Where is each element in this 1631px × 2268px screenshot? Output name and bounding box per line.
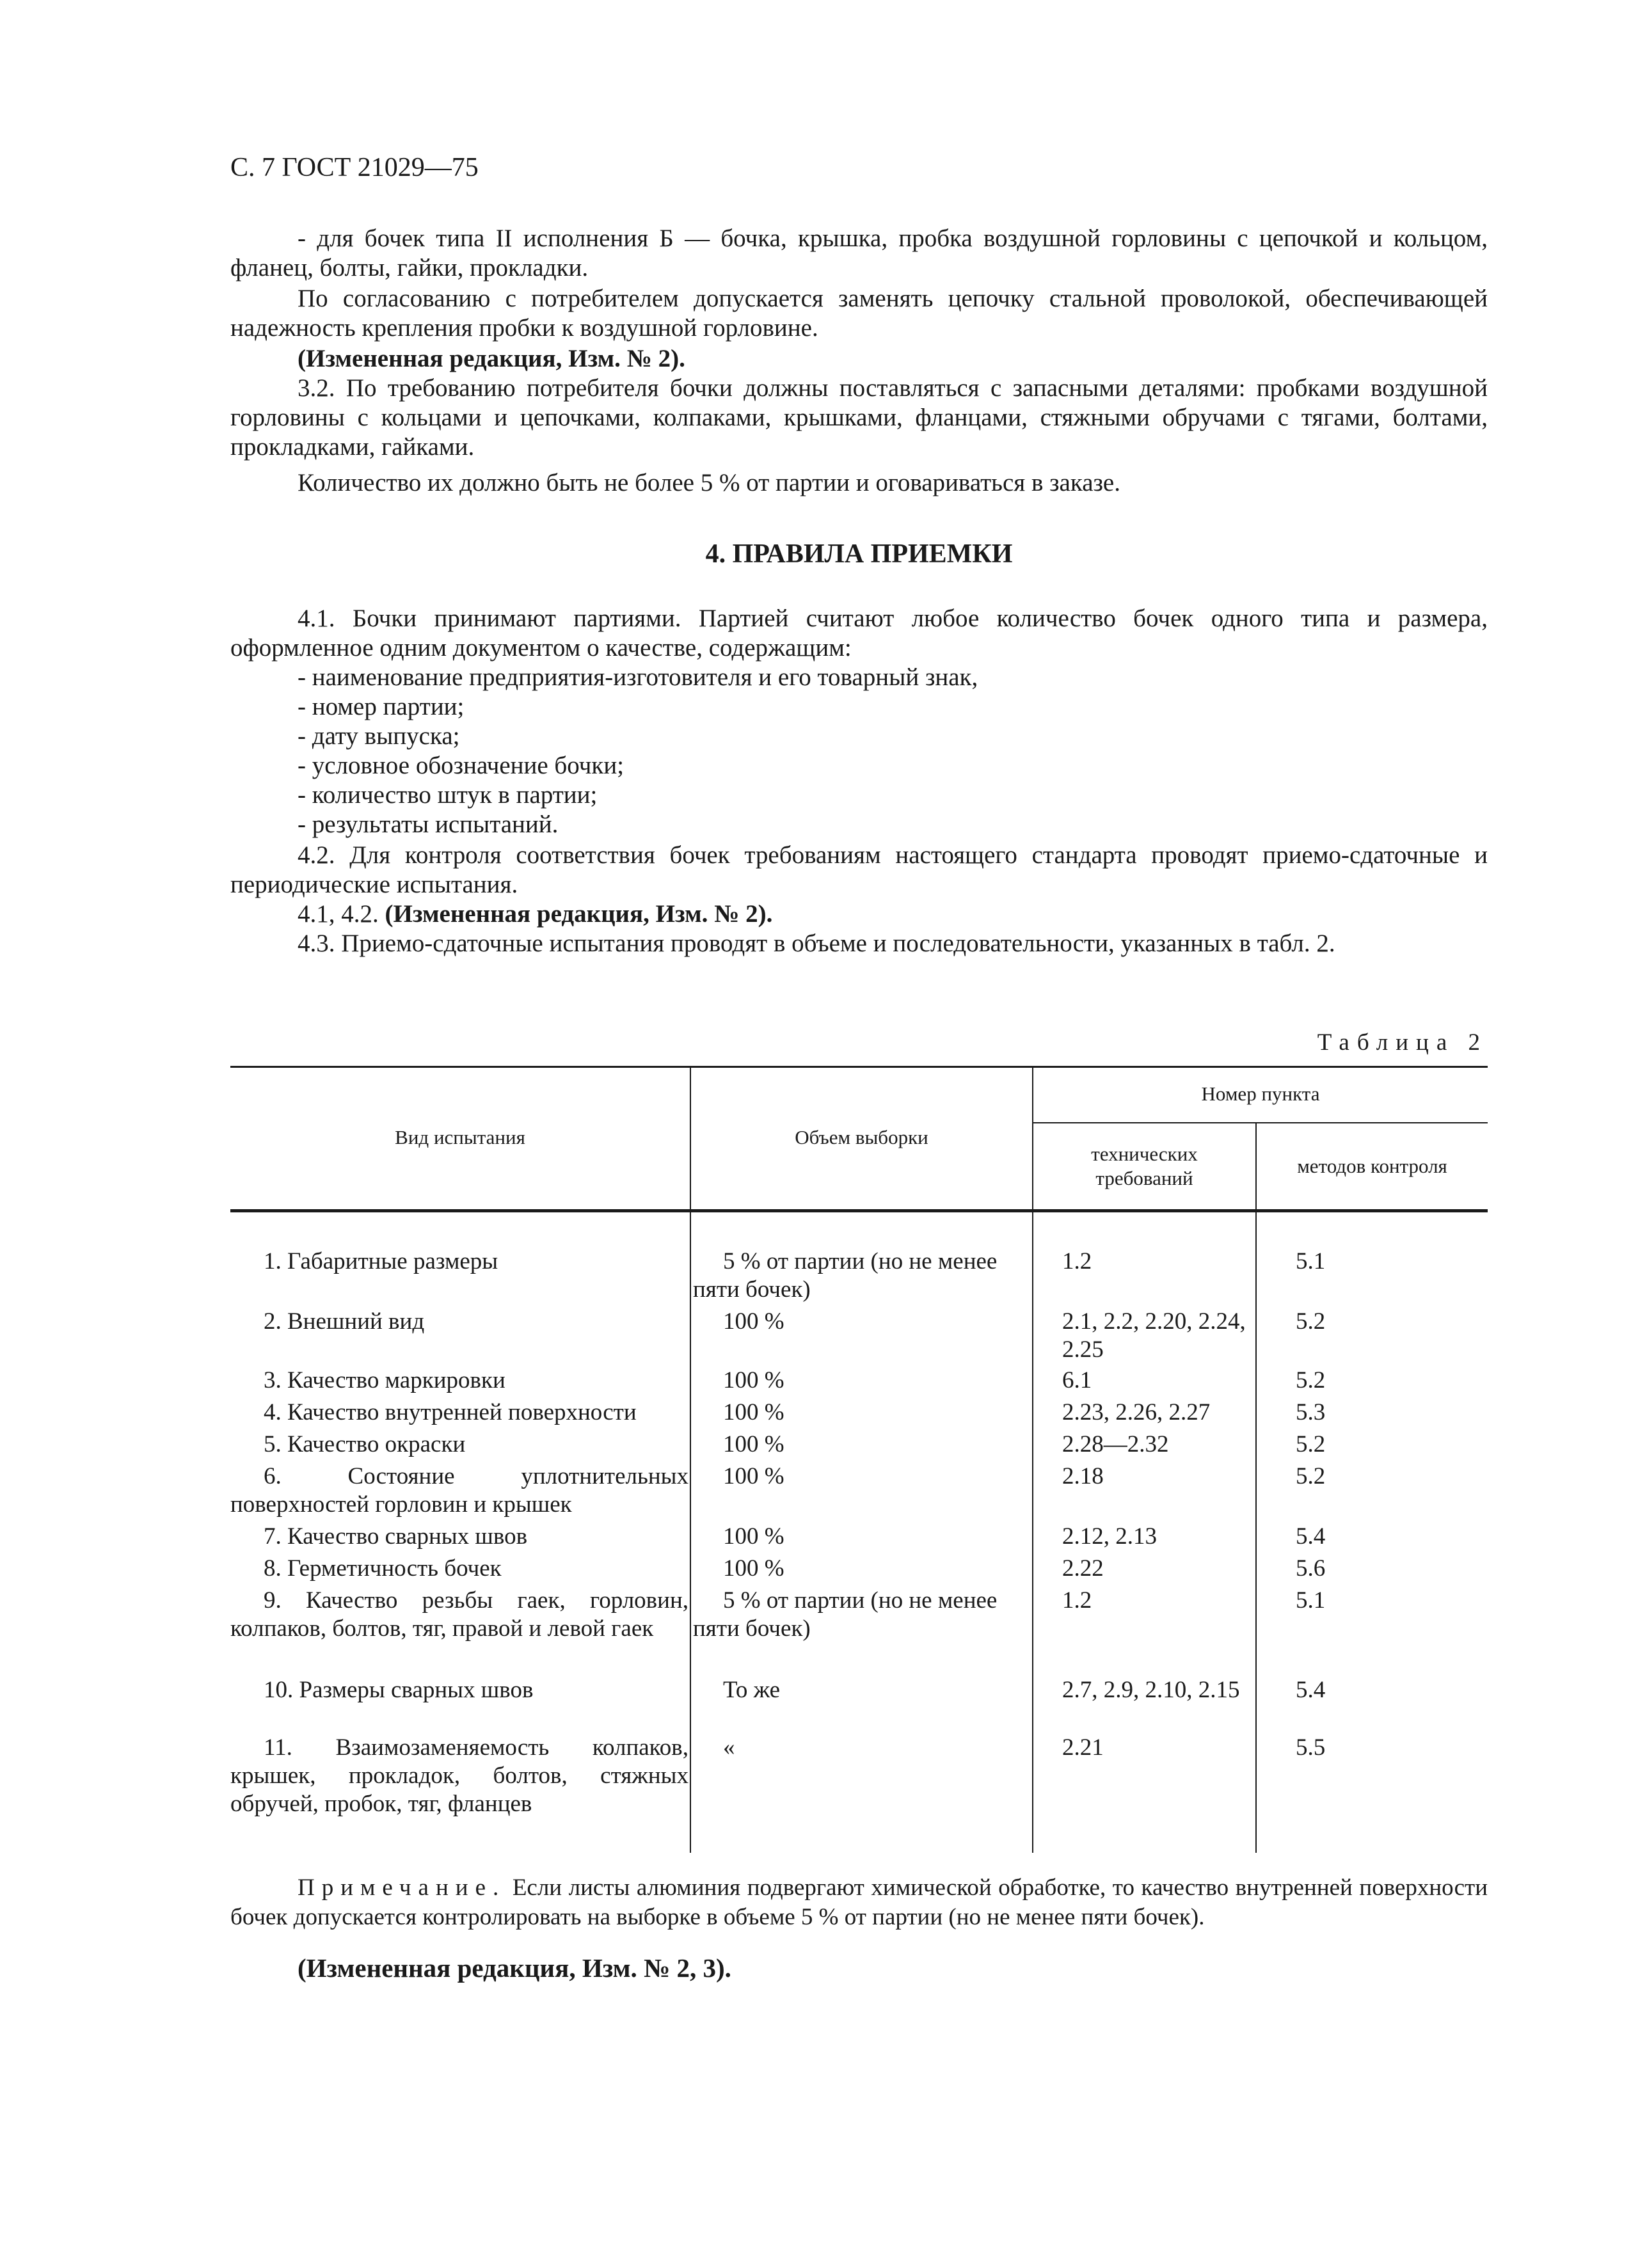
row-8-method: 5.6 [1296, 1555, 1326, 1582]
row-4-volume: 100 % [723, 1399, 784, 1425]
row-1-volume: 5 % от партии (но не менее пяти бочек) [693, 1248, 998, 1303]
row-5-tech: 2.28—2.32 [1062, 1431, 1169, 1457]
row-7-method: 5.4 [1296, 1523, 1326, 1550]
row-4-tech: 2.23, 2.26, 2.27 [1062, 1399, 1211, 1425]
table-caption: Таблица 2 [1317, 1029, 1488, 1056]
row-3-method: 5.2 [1296, 1367, 1326, 1393]
clause-3-2: 3.2. По требованию потребителя бочки должны поставляться с запасными деталями: пробками воздушной горловины с кольцами и цепочками, колпаками, крышками, фланцами, стяжными обручами с тягами, болтами, прокладками, гайками. [230, 374, 1488, 461]
row-9-volume: 5 % от партии (но не менее пяти бочек) [693, 1587, 998, 1642]
acceptance-tests-table [230, 1066, 1488, 1853]
header-tech-requirements: технических требований [1091, 1143, 1198, 1189]
row-3-name: 3. Качество маркировки [264, 1367, 505, 1393]
note-text: Если листы алюминия подвергают химической обработке, то качество внутренней поверхности бочек допускается контролировать на выборке в объеме 5 % от партии (но не менее пяти бочек). [230, 1875, 1488, 1930]
table-note [230, 1873, 1488, 1932]
row-11-name: 11. Взаимозаменяемость колпаков, крышек, прокладок, болтов, стяжных обручей, пробок, тяг, фланцев [230, 1734, 688, 1817]
row-2-tech: 2.1, 2.2, 2.20, 2.24, 2.25 [1062, 1308, 1246, 1363]
list-item: - дату выпуска; [298, 722, 460, 750]
amendment-note-2-bold: (Измененная редакция, Изм. № 2). [385, 900, 773, 928]
row-4-method: 5.3 [1296, 1399, 1326, 1425]
clause-3-2-quantity: Количество их должно быть не более 5 % от партии и оговариваться в заказе. [298, 469, 1120, 496]
row-6-tech: 2.18 [1062, 1463, 1104, 1489]
row-6-method: 5.2 [1296, 1463, 1326, 1489]
row-3-tech: 6.1 [1062, 1367, 1092, 1393]
column-divider [1255, 1122, 1257, 1853]
list-item: - количество штук в партии; [298, 781, 598, 809]
intro-paragraph-1: - для бочек типа II исполнения Б — бочка, крышка, пробка воздушной горловины с цепочкой и кольцом, фланец, болты, гайки, прокладки. [230, 225, 1488, 282]
list-item: - номер партии; [298, 693, 465, 720]
header-test-type: Вид испытания [395, 1126, 525, 1148]
row-2-method: 5.2 [1296, 1308, 1326, 1335]
list-item: - условное обозначение бочки; [298, 752, 625, 779]
amendment-note-2 [230, 900, 1488, 929]
clause-4-3: 4.3. Приемо-сдаточные испытания проводят в объеме и последовательности, указанных в табл. 2. [298, 930, 1335, 957]
row-10-volume: То же [723, 1677, 781, 1703]
row-2-name: 2. Внешний вид [264, 1308, 425, 1335]
row-1-method: 5.1 [1296, 1248, 1326, 1274]
row-7-tech: 2.12, 2.13 [1062, 1523, 1157, 1550]
header-clause-number: Номер пункта [1201, 1082, 1320, 1105]
row-5-name: 5. Качество окраски [264, 1431, 466, 1457]
list-item: - результаты испытаний. [298, 811, 559, 838]
row-1-name: 1. Габаритные размеры [264, 1248, 498, 1274]
row-6-volume: 100 % [723, 1463, 784, 1489]
row-5-method: 5.2 [1296, 1431, 1326, 1457]
section-title: 4. ПРАВИЛА ПРИЕМКИ [705, 539, 1013, 569]
row-1-tech: 1.2 [1062, 1248, 1092, 1274]
row-10-method: 5.4 [1296, 1677, 1326, 1703]
table-header-rule [230, 1209, 1488, 1212]
header-control-methods: методов контроля [1297, 1155, 1447, 1177]
header-sample-volume: Объем выборки [795, 1126, 928, 1148]
row-8-tech: 2.22 [1062, 1555, 1104, 1582]
page-header: С. 7 ГОСТ 21029—75 [230, 153, 479, 182]
row-5-volume: 100 % [723, 1431, 784, 1457]
row-3-volume: 100 % [723, 1367, 784, 1393]
intro-paragraph-2: По согласованию с потребителем допускается заменять цепочку стальной проволокой, обеспечивающей надежность крепления пробки к воздушной горловине. [230, 285, 1488, 342]
row-11-volume: « [723, 1734, 735, 1761]
amendment-note-1-text: (Измененная редакция, Изм. № 2). [298, 345, 685, 372]
amendment-note-1 [230, 344, 1488, 374]
row-6-name: 6. Состояние уплотнительных поверхностей горловин и крышек [230, 1463, 688, 1518]
row-2-volume: 100 % [723, 1308, 784, 1335]
row-7-volume: 100 % [723, 1523, 784, 1550]
amendment-note-final: (Измененная редакция, Изм. № 2, 3). [298, 1953, 731, 1983]
clause-4-1: 4.1. Бочки принимают партиями. Партией считают любое количество бочек одного типа и размера, оформленное одним документом о качестве, содержащим: [230, 605, 1488, 662]
amendment-note-2-prefix: 4.1, 4.2. [298, 900, 385, 928]
row-9-name: 9. Качество резьбы гаек, горловин, колпаков, болтов, тяг, правой и левой гаек [230, 1587, 688, 1642]
document-contents-list [298, 663, 978, 839]
row-11-method: 5.5 [1296, 1734, 1326, 1761]
row-10-tech: 2.7, 2.9, 2.10, 2.15 [1062, 1677, 1240, 1703]
row-10-name: 10. Размеры сварных швов [264, 1677, 534, 1703]
row-11-tech: 2.21 [1062, 1734, 1104, 1761]
row-9-tech: 1.2 [1062, 1587, 1092, 1614]
row-8-name: 8. Герметичность бочек [264, 1555, 502, 1582]
note-label: Примечание. [298, 1875, 506, 1901]
row-8-volume: 100 % [723, 1555, 784, 1582]
list-item: - наименование предприятия-изготовителя и его товарный знак, [298, 663, 978, 691]
clause-4-2: 4.2. Для контроля соответствия бочек требованиям настоящего стандарта проводят приемо-сдаточные и периодические испытания. [230, 841, 1488, 898]
row-9-method: 5.1 [1296, 1587, 1326, 1614]
row-4-name: 4. Качество внутренней поверхности [264, 1399, 637, 1425]
row-7-name: 7. Качество сварных швов [264, 1523, 528, 1550]
